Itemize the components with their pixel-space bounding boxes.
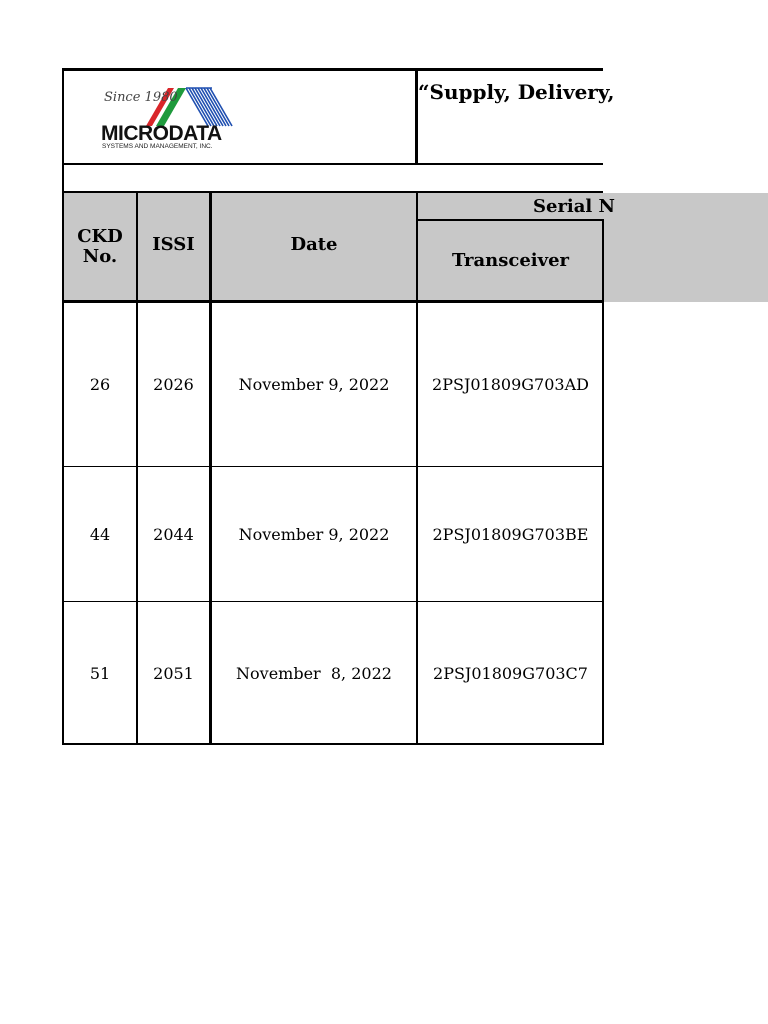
logo-subtitle: SYSTEMS AND MANAGEMENT, INC. [102,143,213,150]
col-header-transceiver: Transceiver [451,250,570,271]
table-row-2-date: November 9, 2022 [238,524,390,544]
document-title-text: “Supply, Delivery, [418,80,615,104]
table-row-1-ckd: 26 [89,375,111,394]
table-row-2-issi: 2044 [153,524,194,544]
table-row-1-issi: 2026 [153,375,194,394]
table-row-1-transceiver: 2PSJ01809G703AD [432,375,589,394]
table-row-3-date: November 8, 2022 [236,663,392,683]
rule-header-top [62,191,603,193]
logo-tagline: Since 1980 [104,90,178,105]
col-header-issi: ISSI [152,234,195,255]
rule-below-logo [62,163,603,165]
col-header-date: Date [290,234,338,255]
table-row-2-ckd: 44 [89,524,111,544]
rule-col-date [416,191,418,745]
table-row-3-issi: 2051 [153,663,194,683]
rule-col-ckd [136,191,138,745]
table-row-1-date: November 9, 2022 [238,375,390,394]
serial-group-header [418,194,615,219]
rule-row-1 [62,466,603,467]
rule-col-issi [209,191,212,745]
rule-bottom [62,743,603,745]
rule-left [62,68,64,745]
table-row-3-transceiver: 2PSJ01809G703C7 [433,663,588,683]
header-fill-right [603,193,768,302]
rule-serial-group [417,219,603,221]
rule-col-transceiver [602,219,604,745]
rule-row-2 [62,601,603,602]
logo-name: MICRODATA [101,122,222,145]
rule-header-bottom [62,300,603,303]
logo [100,84,240,154]
table-row-2-transceiver: 2PSJ01809G703BE [432,524,589,544]
serial-group-header-text: Serial N [533,196,615,217]
rule-top [62,68,603,71]
document-title [418,80,615,110]
rule-logo-right [415,68,418,165]
table-row-3-ckd: 51 [89,663,111,683]
col-header-ckd: CKD No. [77,226,123,267]
